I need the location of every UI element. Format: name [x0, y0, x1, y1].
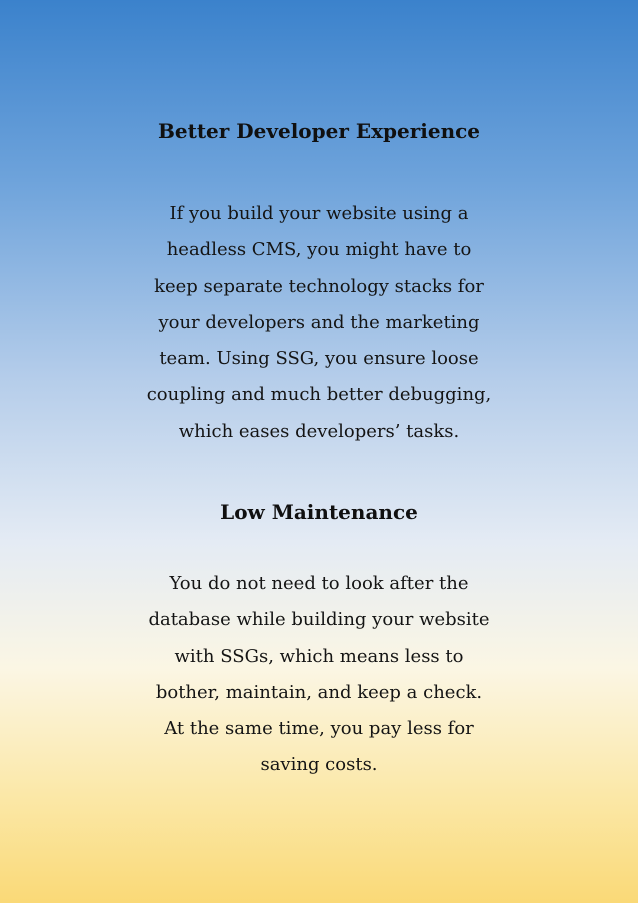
- section-heading-developer-experience: Better Developer Experience: [157, 119, 481, 143]
- body-line: You do not need to look after the: [169, 573, 469, 594]
- section-body-developer-experience: [70, 196, 568, 450]
- body-line: team. Using SSG, you ensure loose: [159, 348, 479, 370]
- body-line: If you build your website using a: [169, 203, 469, 224]
- body-line: your developers and the marketing: [158, 311, 480, 333]
- body-line: bother, maintain, and keep a check.: [155, 681, 483, 703]
- body-line: which eases developers’ tasks.: [178, 420, 460, 442]
- body-line: headless CMS, you might have to: [166, 239, 472, 261]
- body-line: At the same time, you pay less for: [164, 718, 474, 740]
- body-line: coupling and much better debugging,: [146, 384, 492, 406]
- body-line: saving costs.: [260, 754, 378, 776]
- body-line: database while building your website: [148, 609, 490, 631]
- section-heading-low-maintenance: Low Maintenance: [220, 500, 418, 524]
- section-body-low-maintenance: [70, 566, 568, 784]
- body-line: keep separate technology stacks for: [154, 275, 484, 297]
- body-line: with SSGs, which means less to: [174, 645, 464, 667]
